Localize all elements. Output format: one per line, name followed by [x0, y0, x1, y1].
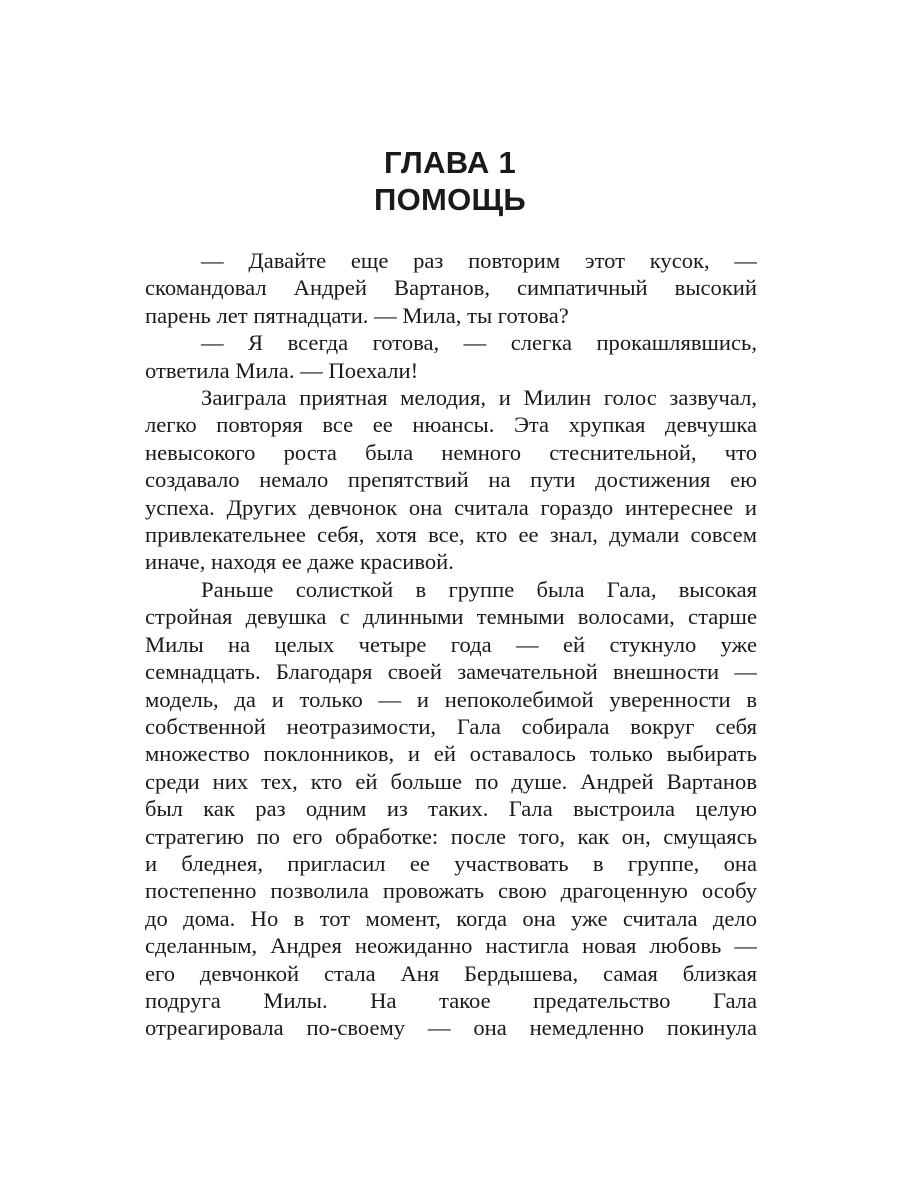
text-line: стройная девушка с длинными темными волосами, старше — [145, 604, 757, 630]
text-line: его девчонкой стала Аня Бердышева, самая близкая — [145, 960, 757, 986]
chapter-body — [145, 247, 757, 1042]
text-line: иначе, находя ее даже красивой. — [145, 549, 454, 575]
text-line: Раньше солисткой в группе была Гала, высокая — [201, 576, 757, 602]
text-line: модель, да и только — и непоколебимой уверенности в — [145, 686, 757, 712]
text-line: подруга Милы. На такое предательство Гала — [145, 987, 757, 1013]
chapter-number: ГЛАВА 1 — [383, 145, 517, 180]
text-line: собственной неотразимости, Гала собирала вокруг себя — [145, 713, 757, 739]
text-line: отреагировала по-своему — она немедленно покинула — [145, 1015, 757, 1041]
text-line: успеха. Других девчонок она считала гораздо интереснее и — [145, 494, 757, 520]
text-line: невысокого роста была немного стеснительной, что — [145, 439, 757, 465]
chapter-title: ПОМОЩЬ — [373, 182, 526, 217]
text-line: постепенно позволила провожать свою драгоценную особу — [145, 878, 757, 904]
text-line: множество поклонников, и ей оставалось только выбирать — [145, 741, 757, 767]
paragraph — [145, 329, 757, 384]
text-line: стратегию по его обработке: после того, как он, смущаясь — [145, 823, 757, 849]
paragraph — [145, 384, 757, 576]
chapter-heading — [0, 144, 900, 218]
text-line: — Давайте еще раз повторим этот кусок, — — [201, 248, 757, 273]
paragraph — [145, 247, 757, 329]
text-line: был как раз одним из таких. Гала выстроила целую — [145, 796, 757, 822]
text-line: Заиграла приятная мелодия, и Милин голос зазвучал, — [201, 385, 757, 411]
text-line: семнадцать. Благодаря своей замечательной внешности — — [145, 659, 757, 685]
text-line: скомандовал Андрей Вартанов, симпатичный высокий — [145, 275, 757, 301]
text-line: сделанным, Андрея неожиданно настигла новая любовь — — [145, 933, 757, 959]
text-line: ответила Мила. — Поехали! — [145, 357, 419, 383]
text-line: до дома. Но в тот момент, когда она уже считала дело — [145, 905, 757, 931]
text-line: парень лет пятнадцати. — Мила, ты готова? — [145, 302, 569, 328]
text-line: и бледнея, пригласил ее участвовать в группе, она — [145, 850, 757, 876]
text-line: привлекательнее себя, хотя все, кто ее знал, думали совсем — [145, 522, 757, 548]
text-line: создавало немало препятствий на пути достижения ею — [145, 467, 757, 493]
text-line: — Я всегда готова, — слегка прокашлявшись, — [201, 330, 757, 356]
text-line: среди них тех, кто ей больше по душе. Андрей Вартанов — [145, 768, 757, 794]
text-line: Милы на целых четыре года — ей стукнуло уже — [145, 631, 757, 657]
paragraph — [145, 576, 757, 1042]
text-line: легко повторяя все ее нюансы. Эта хрупкая девчушка — [145, 412, 757, 438]
